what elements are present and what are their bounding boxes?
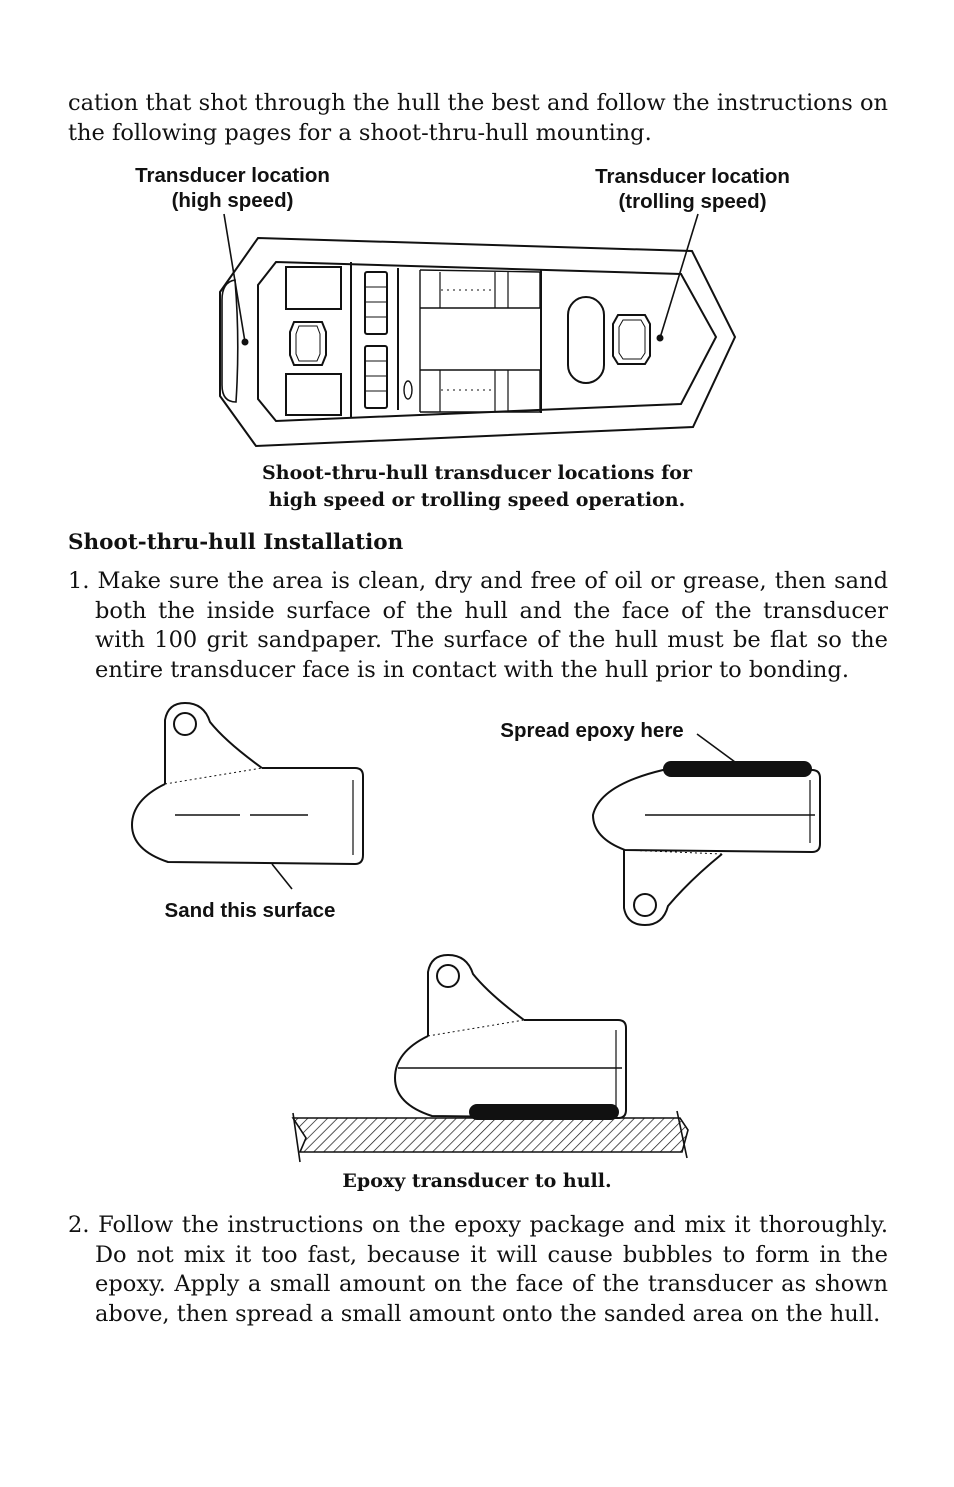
label-trolling-speed [570,164,815,214]
label-spread-epoxy: Spread epoxy here [500,719,684,742]
label-high-speed [110,163,355,213]
label-trolling-speed-line2: (trolling speed) [618,190,767,213]
boat-top-view-diagram [200,210,760,460]
step-1: 1. Make sure the area is clean, dry and free of oil or grease, then sand both the inside surface of the hull and the face of the transducer with 100 grit sandpaper. The surface of the hull must be flat so the entire transducer face is in contact with the hull prior to bonding. [68,568,888,683]
figure2-caption: Epoxy transducer to hull. [342,1170,612,1192]
figure1-caption-line2: high speed or trolling speed operation. [268,489,686,511]
section-heading: Shoot-thru-hull Installation [68,530,404,555]
label-sand-surface: Sand this surface [164,899,336,922]
figure1-caption-line1: Shoot-thru-hull transducer locations for [262,462,692,484]
step-2: 2. Follow the instructions on the epoxy package and mix it thoroughly. Do not mix it too fast, because it will cause bubbles to form in the epoxy. Apply a small amount on the face of the transducer as shown above, then spread a small amount onto the sanded area on the hull. [68,1212,888,1327]
transducer-epoxy-diagram [585,725,830,935]
transducer-hull-diagram [288,950,693,1165]
label-trolling-speed-line1: Transducer location [595,165,790,188]
label-high-speed-line1: Transducer location [135,164,330,187]
label-high-speed-line2: (high speed) [171,189,294,212]
intro-paragraph: cation that shot through the hull the best and follow the instructions on the following pages for a shoot-thru-hull mounting. [68,90,888,146]
figure1-caption [180,460,774,514]
transducer-sand-diagram [125,700,375,900]
